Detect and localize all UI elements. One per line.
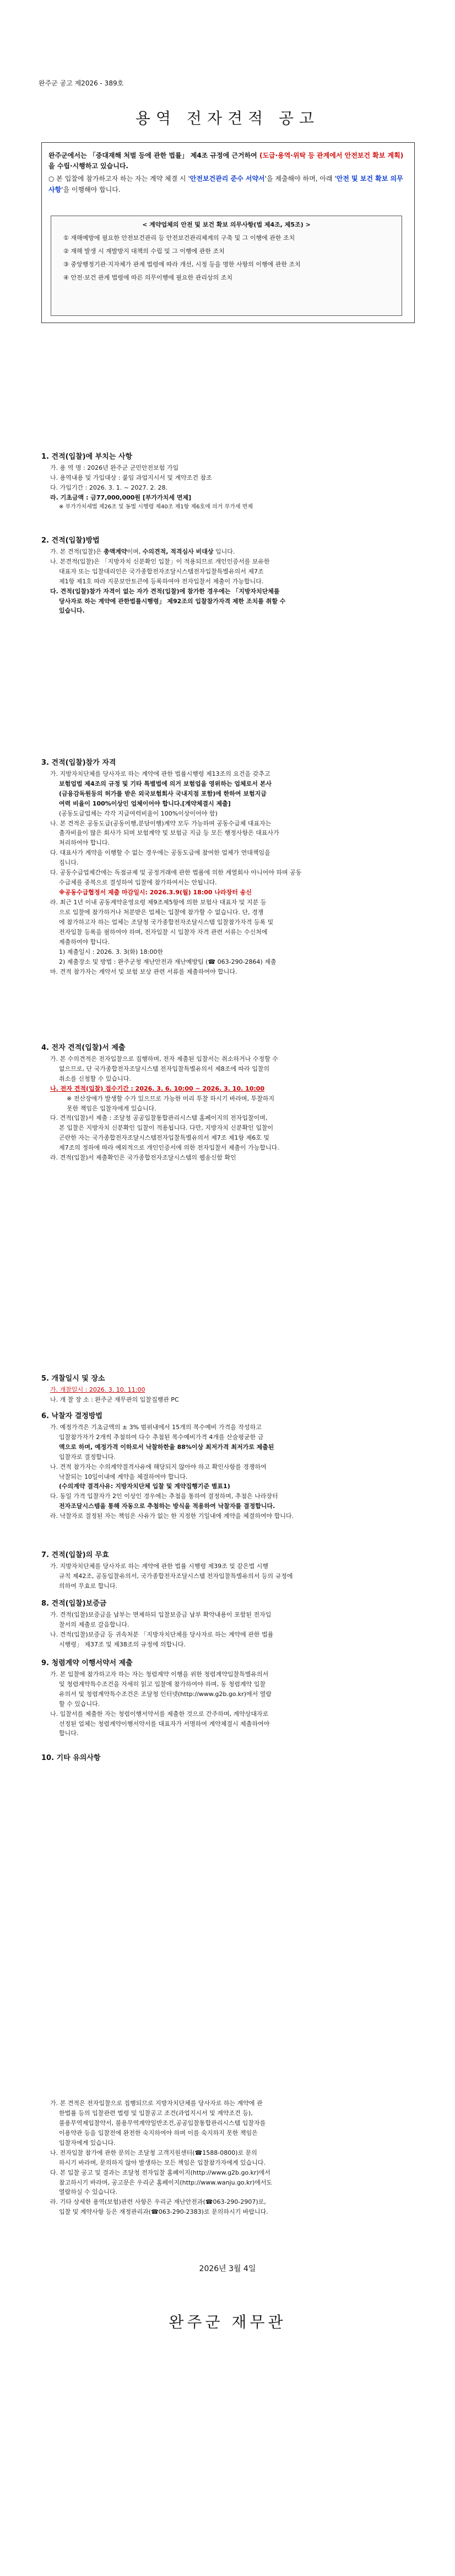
obligation-item: ④ 안전·보건 관계 법령에 따른 의무이행에 필요한 관리상의 조치 <box>63 273 232 281</box>
section-line: 다. 대표사가 계약을 이행할 수 없는 경우에는 공동도급에 참여한 업체가 연대책임을 <box>50 849 270 857</box>
section-line: 가. 지방자치단체를 당사자로 하는 계약에 관한 법률 시행령 제39조 및 같은법 시행 <box>50 1562 268 1570</box>
section-7 <box>41 1550 421 1592</box>
section-line: 라. 낙찰자로 결정된 자는 책임은 사유가 없는 한 지정한 기일내에 계약을 체결하여야 합니다. <box>50 1512 294 1520</box>
section-line: 열람하실 수 있습니다. <box>59 2188 118 2196</box>
section-line: 나. 본 견적은 공동도급(공동이행,분담이행)계약 모두 가능하며 공동수급체 대표자는 <box>50 819 272 827</box>
section-line: 곤란한 자는 국가종합전자조달시스템전자입찰특별유의서 제7조 제1항 제6호 및 <box>59 1134 270 1142</box>
section-line: 나. 견적 참가자는 수의계약결격사유에 해당되지 않아야 하고 확인사항를 경쟁하여 <box>50 1463 267 1471</box>
section-line: 나. 개 찰 장 소 : 완주군 재무관의 입찰집행관 PC <box>50 1396 179 1403</box>
section-line: 가. 본 견적(입찰)은 총액계약이며, 수의견적, 적격심사 비대상 입니다. <box>50 548 235 555</box>
section-2 <box>41 536 421 616</box>
section-heading: 1. 견적(입찰)에 부치는 사항 <box>41 453 133 461</box>
section-line: 처리하여야 합니다. <box>59 839 110 847</box>
section-line: 선정된 업체는 청렴계약이행서약서를 대표자가 서명하여 계약체결시 제출하여야 <box>59 1720 270 1727</box>
section-line: (공동도급업체는 각각 지급여력비율이 100%이상이어야 함) <box>59 809 218 817</box>
section-line: 라. 기타 상세한 용역(보험)관련 사항은 우리군 재난안전과(☎063-290-2907)로, <box>50 2198 266 2206</box>
section-line: 있습니다. <box>59 607 85 615</box>
section-4 <box>41 1043 421 1163</box>
section-line: ※ 전산장애가 발생할 수가 있으므로 가능한 미리 투찰 하시기 바라며, 투찰하지 <box>67 1094 275 1102</box>
section-line: 입찰자로 결정합니다. <box>59 1453 116 1461</box>
intro-p2b: 안전보건관리 준수 서약서 <box>189 175 265 183</box>
section-line: 라. 견적(입찰)서 제출확인은 국가종합전자조달시스템의 웹송신함 확인 <box>50 1154 236 1162</box>
section-line: 보험업법 제4조의 규정 및 기타 특별법에 의거 보험업을 영위하는 업체로서 본사 <box>59 780 272 787</box>
section-line: 나. 본견적(입찰)은 「지방자치 신분확인 입찰」이 적용되므로 개인인증서를 보유한 <box>50 557 270 565</box>
section-line: (수의계약 결격사유: 지방자치단체 입찰 및 계약집행기준 별표1) <box>59 1483 230 1490</box>
section-line: 나. 전자 견적(입찰) 접수기간 : 2026. 3. 6. 10:00 ~ 2026. 3. 10. 10:00 <box>50 1085 265 1092</box>
section-line: 가. 본 입찰에 참가하고자 하는 자는 청렴계약 이행을 위한 청렴계약입찰특별유의서 <box>50 1670 269 1678</box>
section-line: 못한 책임은 입찰자에게 있습니다. <box>67 1104 156 1112</box>
section-line: 본 입찰은 지방자치 신분확인 입찰이 적용됩니다. 다만, 지방자치 신분확인 입찰이 <box>59 1124 274 1132</box>
section-line: 여력 비율이 100%이상인 업체이어야 합니다.[계약체결시 제출] <box>59 799 231 807</box>
section-line: 출자비율이 많은 회사가 되며 보험계약 및 보험금 지급 등 모든 행정사항은 대표사가 <box>59 829 279 837</box>
section-line: 제7조의 정하에 따라 예외적으로 개인인증서에 의한 전자입찰서 제출이 가능합니다. <box>59 1144 279 1152</box>
section-line: 한법률 등의 입찰관련 법령 및 입찰공고 조건(과업지시서 및 계약조건 등), <box>59 2109 253 2117</box>
section-line: 나. 입찰서를 제출한 자는 청렴이행서약서를 제출한 것으로 간주하며, 계약상대자로 <box>50 1710 269 1718</box>
section-line: 당사자로 하는 계약에 관한법률시행령」 제92조의 입찰참가자격 제한 조치를 취할 수 <box>59 597 286 605</box>
section-line: ※ 부가가치세법 제26조 및 동법 시행령 제40조 제1항 제6호에 의거 부가세 면제 <box>59 503 253 510</box>
section-line: 다. 본 입찰 공고 및 결과는 조달청 전자입찰 홈페이지(http://www.g2b.go.kr)에서 <box>50 2169 270 2176</box>
section-line: 전자조달시스템을 통해 자동으로 추첨하는 방식을 적용하여 낙찰자를 결정합니다. <box>59 1502 275 1510</box>
section-line: 참고하시기 바라며, 공고문은 우리군 홈페이지(http://www.wanju.go.kr)에서도 <box>59 2178 273 2186</box>
section-line: 규칙 제42조, 공동입찰유의서, 국가종합전자조달시스템 전자입찰특별유의서 등의 규정에 <box>59 1572 293 1580</box>
intro-p2d: 안전 및 보건 확보 의무사항 <box>48 175 403 194</box>
section-line: 입찰참가자가 2개씩 추첨하여 다수 추첨된 복수예비가격 4개를 산술평균한 금 <box>59 1433 264 1441</box>
intro-text <box>48 151 407 195</box>
intro-p2e: '을 이행해야 합니다. <box>61 185 121 194</box>
section-line: 이용약관 등을 입찰전에 완전한 숙지하여야 하며 이를 숙지하지 못한 책임은 <box>59 2129 258 2137</box>
section-heading: 4. 전자 견적(입찰)서 제출 <box>41 1044 126 1052</box>
section-line: 하시기 바라며, 문의하지 않아 발생하는 모든 책임은 입찰참가자에게 있습니다. <box>59 2159 266 2166</box>
section-line: 입찰자에게 있습니다. <box>59 2139 116 2146</box>
section-line: 나. 전자입찰 참가에 관한 문의는 조달청 고객지원센터(☎1588-0800)로 문의 <box>50 2149 257 2156</box>
intro-p1a: 완주군에서는 「중대재해 처벌 등에 관한 법률」 제4조 규정에 근거하여 <box>48 152 257 159</box>
section-line: 대표자 또는 입찰대리인은 국가종합전자조달시스템전자입찰특별유의서 제7조 <box>59 567 264 575</box>
section-line: 나. 용역내용 및 가입대상 : 붙임 과업지시서 및 계약조건 참조 <box>50 474 212 481</box>
section-line: 의하여 무효로 합니다. <box>59 1582 118 1590</box>
section-heading: 7. 견적(입찰)의 무효 <box>41 1551 109 1559</box>
section-line: 나. 견적(입찰)보증금 등 귀속처분 「지방자치단체를 당사자로 하는 계약에 관한 법률 <box>50 1630 274 1638</box>
section-heading: 6. 낙찰자 결정방법 <box>41 1412 102 1420</box>
section-line: 집니다. <box>59 859 79 867</box>
section-line: 에 참가하고자 하는 업체는 조달청 국가종합전자조달시스템 입찰참가자격 등록 및 <box>59 918 274 926</box>
section-line: 전자입찰 등록을 필하여야 하며, 전자입찰 시 입찰자 자격 관련 서류는 수신처에 <box>59 928 268 936</box>
section-9 <box>41 1659 421 1739</box>
notice-number: 완주군 공고 제2026 - 389호 <box>39 79 124 87</box>
obligation-item: ③ 중앙행정기관·지자체가 관계 법령에 따라 개선, 시정 등을 명한 사항의 이행에 관한 조치 <box>63 260 301 268</box>
section-line: 불용무역제입찰약서, 불용무역계약일반조건,공공입찰통합관리시스템 입찰자를 <box>59 2119 266 2127</box>
section-line: 가. 예정가격은 기초금액의 ± 3% 범위내에서 15개의 복수예비 가격을 작성하고 <box>50 1423 262 1431</box>
section-1 <box>41 452 421 512</box>
section-line: 찰서의 제출로 갈음합니다. <box>59 1620 129 1628</box>
intro-p2a: ○ 본 입찰에 참가하고자 하는 자는 계약 체결 시 ' <box>48 175 190 183</box>
intro-p1b: (도급·용역·위탁 등 관계에서 안전보건 확보 계획) <box>259 152 404 159</box>
section-line: 라. 최근 1년 이내 공동계약운영요령 제9조제5항에 의한 보험사 대표자 및 지분 등 <box>50 899 267 906</box>
section-line: 다. 공동수급업체간에는 독점규제 및 공정거래에 관한 법률에 의한 계열회사 아니어야 하며 공동 <box>50 869 302 877</box>
section-6 <box>41 1412 421 1522</box>
section-line: 가. 용 역 명 : 2026년 완주군 군민안전보험 가입 <box>50 464 179 471</box>
section-line: 가. 개찰일시 : 2026. 3. 10. 11:00 <box>50 1386 145 1393</box>
section-heading: 2. 견적(입찰)방법 <box>41 536 100 545</box>
section-line: 가. 본 수의견적은 전자입찰으로 집행하며, 전자 제출된 입찰서는 취소하거나 수정할 수 <box>50 1055 278 1062</box>
section-line: 가. 본 견적은 전자입찰으로 집행되므로 지방자치단체를 당사자로 하는 계약에 관 <box>50 2100 263 2107</box>
section-line: 2) 제출장소 및 방법 : 완주군청 재난안전과 재난예방팀 (☎ 063-290-2864) 제출 <box>59 958 277 965</box>
issuer-name: 완주군 재무관 <box>169 2313 286 2331</box>
section-heading: 8. 견적(입찰)보증금 <box>41 1600 107 1608</box>
obligations-box <box>51 216 402 316</box>
section-line: 없으므로, 단 국가종합전자조달시스템 전자입찰특별유의서 제8조에 따라 입찰의 <box>59 1065 270 1072</box>
section-line: 제1항 제1호 따라 지문보안토큰에 등록하여야 전자입찰서 제출이 가능합니다. <box>59 577 264 585</box>
section-8 <box>41 1599 421 1650</box>
section-line: 다. 동일 가격 입찰자가 2인 이상인 경우에는 추첨을 통하여 결정하며, 추첨은 나라장터 <box>50 1493 278 1500</box>
section-line: 및 청렴계약특수조건을 자세히 읽고 입찰에 참가하여야 하며, 동 청렴계약 입찰 <box>59 1680 266 1688</box>
obligation-item: ② 재해 발생 시 재발방지 대책의 수립 및 그 이행에 관한 조치 <box>63 247 225 255</box>
intro-p2c: '을 제출해야 하며, 아래 ' <box>264 175 337 183</box>
section-line: 1) 제출일시 : 2026. 3. 3(화) 18:00한 <box>59 948 163 956</box>
section-line: 으로 입찰에 참가하거나 처분받은 업체는 입찰에 참가할 수 없습니다. 단, 경쟁 <box>59 908 264 916</box>
section-line: 낙찰되는 10일이내에 계약을 체결하여야 합니다. <box>59 1473 188 1480</box>
intro-p1c: 을 수립·시행하고 있습니다. <box>48 162 128 170</box>
section-10 <box>41 1753 421 1764</box>
section-line: 수급체를 중복으로 결성하여 입찰에 참가하여서는 안됩니다. <box>59 879 217 887</box>
section-line: ※공동수급협정서 제출 마감일시: 2026.3.9(월) 18:00 나라장터 송신 <box>59 889 252 897</box>
section-line: 취소를 신청할 수 있습니다. <box>59 1075 131 1082</box>
section-3 <box>41 758 421 978</box>
section-heading: 5. 개찰일시 및 장소 <box>41 1375 105 1383</box>
section-line: 입찰 및 계약사항 등은 재정관리과(☎063-290-2383)로 문의하시기 바랍니다. <box>59 2208 268 2216</box>
section-line: 유의서 및 청렴계약특수조건은 조달청 인터넷(http://www.g2b.go.kr)에서 열람 <box>59 1690 272 1698</box>
section-line: 합니다. <box>59 1730 79 1737</box>
section-line: (금융감독원등의 허가를 받은 외국보험회사 국내지점 포함)에 한하여 보험지급 <box>59 790 267 797</box>
section-heading: 3. 견적(입찰)참가 자격 <box>41 759 116 767</box>
obligation-item: ① 재해예방에 필요한 안전보건관리 등 안전보건관리체계의 구축 및 그 이행에 관한 조치 <box>63 234 295 242</box>
section-line: 액으로 하며, 예정가격 이하로서 낙찰하한율 88%이상 최저가격 최저가로 제출된 <box>59 1443 274 1451</box>
section-line: 다. 견적(입찰)서 제출 : 조달청 공공입찰통합관리시스템 홈페이지의 전자입찰이며, <box>50 1114 268 1122</box>
notice-date: 2026년 3월 4일 <box>199 2264 256 2273</box>
section-5 <box>41 1374 421 1405</box>
section-line: 할 수 있습니다. <box>59 1700 100 1708</box>
obligations-header: < 계약업체의 안전 및 보건 확보 의무사항(법 제4조, 제5조) > <box>142 221 311 228</box>
page-title: 용역 전자견적 공고 <box>135 109 320 127</box>
section-line: 다. 견적(입찰)참가 자격이 없는 자가 견적(입찰)에 참가한 경우에는 「지방자치단체를 <box>50 587 280 595</box>
section-line: 라. 기초금액 : 금77,000,000원 [부가가치세 면제] <box>50 493 192 501</box>
section-line: 시행령」 제37조 및 제38조의 규정에 의합니다. <box>59 1640 186 1648</box>
safety-notice-box <box>41 142 415 323</box>
section-line: 가. 견적(입찰)보증금을 납부는 면제하되 입찰보증금 납부 확약내용이 포함된 전자입 <box>50 1611 272 1618</box>
section-heading: 9. 청렴계약 이행서약서 제출 <box>41 1659 133 1667</box>
section-heading: 10. 기타 유의사항 <box>41 1754 101 1762</box>
section-line: 다. 가입기간 : 2026. 3. 1. ~ 2027. 2. 28. <box>50 484 167 491</box>
section-line: 마. 견적 참가자는 계약서 및 보험 보상 관련 서류를 제출하여야 합니다. <box>50 968 237 975</box>
section-tail <box>41 2098 421 2218</box>
section-line: 제출하여야 합니다. <box>59 938 110 946</box>
section-line: 가. 지방자치단체를 당사자로 하는 계약에 관한 법률시행령 제13조의 요건을 갖추고 <box>50 770 270 777</box>
